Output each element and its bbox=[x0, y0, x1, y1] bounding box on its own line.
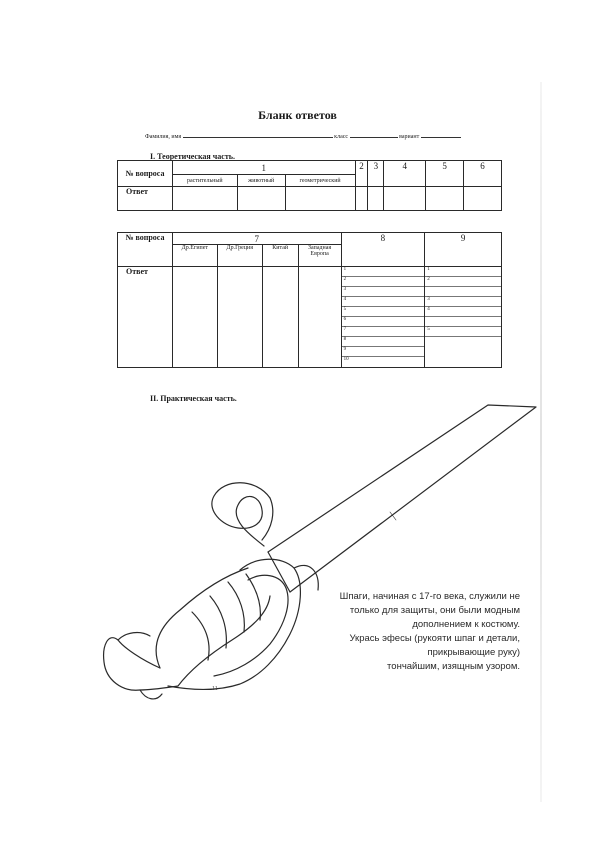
name-label: Фамилия, имя bbox=[145, 134, 182, 140]
section-theory-title: I. Теоретическая часть. bbox=[150, 152, 235, 161]
question-3-header: 3 bbox=[368, 161, 384, 187]
page-mark: 11 bbox=[212, 686, 218, 692]
answer-label: Ответ bbox=[118, 187, 173, 211]
q7-option-western-europe: Западная Европа bbox=[298, 245, 341, 267]
variant-label: вариант bbox=[399, 134, 420, 140]
q9-row[interactable]: 2 bbox=[425, 277, 501, 287]
question-7-header: 7 bbox=[172, 233, 341, 245]
q9-row[interactable]: 4 bbox=[425, 307, 501, 317]
knuckle-guard bbox=[212, 483, 270, 546]
sword-blade bbox=[268, 405, 536, 592]
question-1-header: 1 bbox=[172, 161, 355, 175]
instruction-line: прикрывающие руку) bbox=[427, 647, 520, 658]
section-practice-title: II. Практическая часть. bbox=[150, 394, 237, 403]
q8-row[interactable]: 5 bbox=[342, 307, 425, 317]
q7-option-china: Китай bbox=[262, 245, 298, 267]
q1-option-geometric: геометрический bbox=[285, 175, 355, 187]
q8-row[interactable]: 1 bbox=[342, 267, 425, 277]
question-number-header: № вопроса bbox=[118, 161, 173, 187]
question-number-header-2: № вопроса bbox=[118, 233, 173, 267]
instruction-line: Шпаги, начиная с 17-го века, служили не bbox=[339, 591, 520, 602]
instruction-line: дополнением к костюму. bbox=[412, 619, 520, 630]
question-5-header: 5 bbox=[426, 161, 464, 187]
q9-row[interactable]: 3 bbox=[425, 297, 501, 307]
q8-row[interactable]: 6 bbox=[342, 317, 425, 327]
q8-row[interactable]: 8 bbox=[342, 337, 425, 347]
question-4-header: 4 bbox=[384, 161, 426, 187]
q8-row[interactable]: 2 bbox=[342, 277, 425, 287]
q8-row[interactable]: 9 bbox=[342, 347, 425, 357]
sword-grip bbox=[156, 568, 248, 668]
q8-row[interactable]: 7 bbox=[342, 327, 425, 337]
q1-option-animal: животный bbox=[237, 175, 285, 187]
practice-instructions bbox=[300, 590, 520, 674]
question-8-header: 8 bbox=[341, 233, 425, 267]
q7-option-greece: Др.Греция bbox=[217, 245, 262, 267]
page-title: Бланк ответов bbox=[258, 108, 337, 122]
question-9-header: 9 bbox=[425, 233, 502, 267]
q7-option-egypt: Др.Египет bbox=[172, 245, 217, 267]
q9-row[interactable]: 1 bbox=[425, 267, 501, 277]
class-label: класс bbox=[334, 134, 349, 140]
question-2-header: 2 bbox=[355, 161, 368, 187]
sword-pommel bbox=[104, 638, 178, 691]
instruction-line: Укрась эфесы (рукояти шпаг и детали, bbox=[349, 633, 520, 644]
sword-blade-base bbox=[268, 552, 290, 592]
q9-row[interactable]: 5 bbox=[425, 327, 501, 337]
q8-row[interactable]: 3 bbox=[342, 287, 425, 297]
question-6-header: 6 bbox=[464, 161, 502, 187]
answer-label-2: Ответ bbox=[118, 267, 173, 368]
q8-row[interactable]: 10 bbox=[343, 357, 349, 362]
instruction-line: тончайшим, изящным узором. bbox=[387, 661, 520, 672]
q1-option-plant: растительный bbox=[172, 175, 237, 187]
instruction-line: только для защиты, они были модным bbox=[349, 605, 520, 616]
q8-row[interactable]: 4 bbox=[342, 297, 425, 307]
